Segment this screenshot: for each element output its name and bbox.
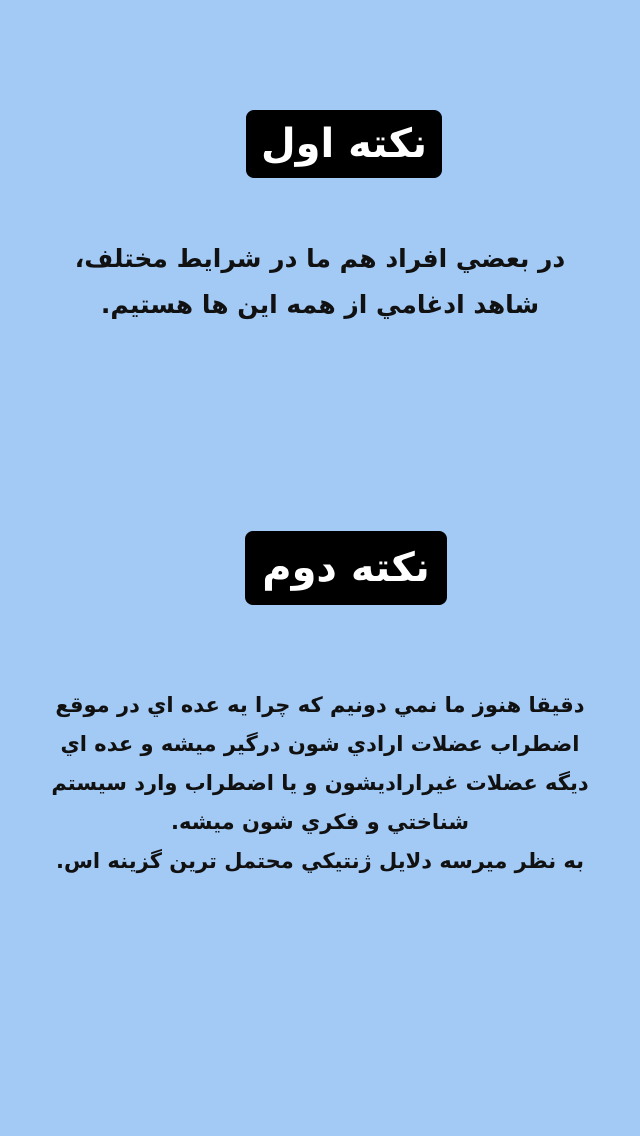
section-2-title: نکته دوم [262,545,430,591]
section-2-line: اضطراب عضلات ارادي شون درگير ميشه و عده اي [60,732,580,756]
section-1-title: نکته اول [260,121,428,167]
section-2-line: به نظر ميرسه دلايل ژنتيكي محتمل ترين گزينه اس. [55,849,585,873]
section-2-paragraph [30,686,610,881]
section-2-line: شناختي و فكري شون ميشه. [170,810,470,834]
section-1-paragraph [30,236,610,328]
section-1-line: در بعضي افراد هم ما در شرايط مختلف، [74,244,566,273]
section-2-line: ديگه عضلات غيرارادیشون و يا اضطراب وارد سيستم [51,771,589,795]
section-1-title-badge [246,110,442,178]
section-2-line: دقيقا هنوز ما نمي دونيم كه چرا يه عده اي در موقع [55,693,585,717]
section-1-line: شاهد ادغامي از همه اين ها هستيم. [100,290,540,319]
section-2-title-badge [245,531,447,605]
